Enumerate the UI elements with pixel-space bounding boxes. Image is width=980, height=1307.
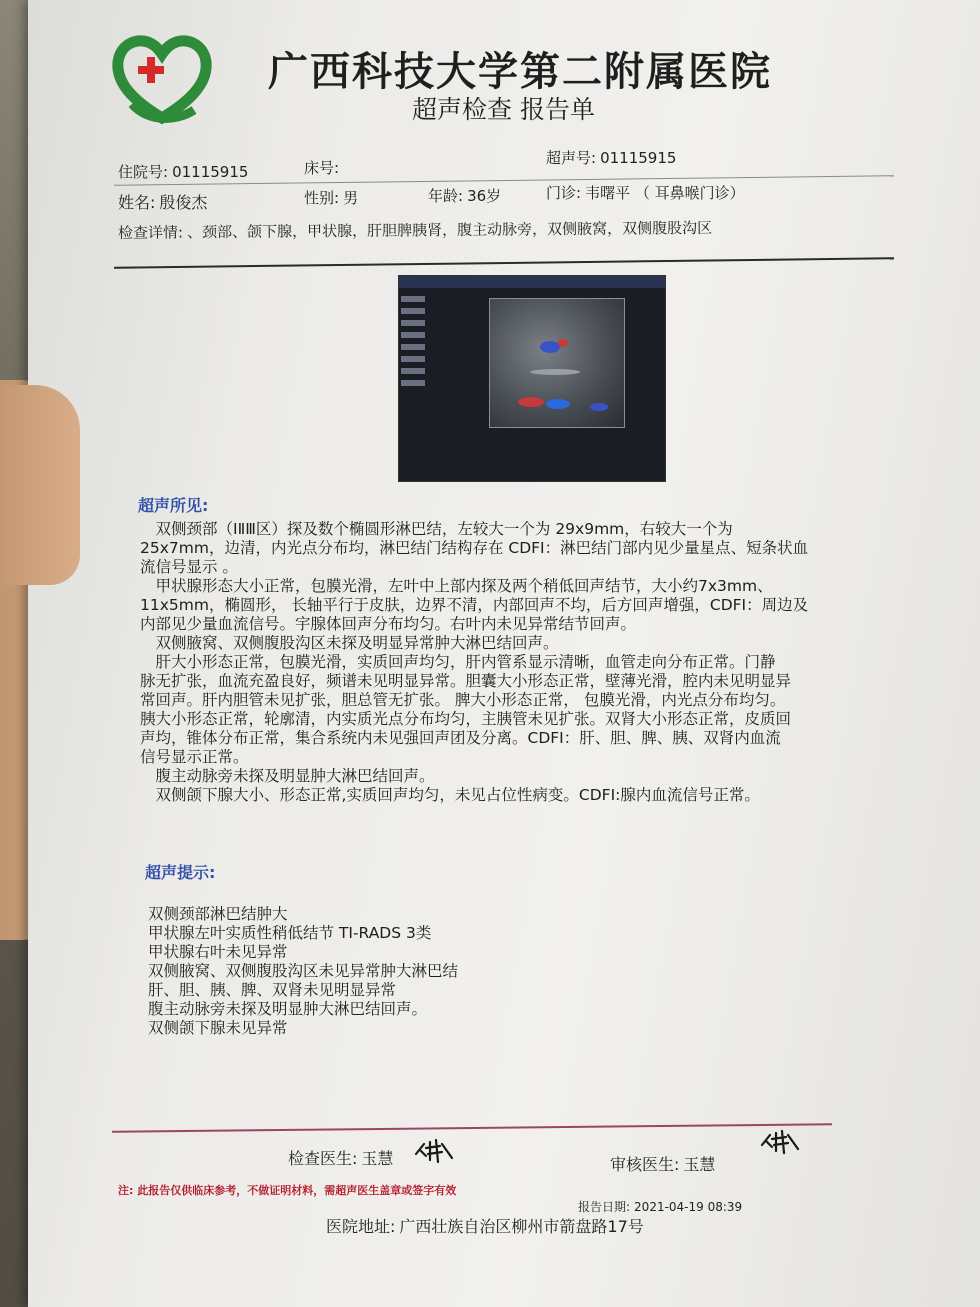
clinic-field [546, 182, 745, 203]
gender-field [304, 187, 358, 208]
admission-label: 住院号: [118, 163, 169, 181]
impression-line: 甲状腺左叶实质性稍低结节 TI-RADS 3类 [148, 924, 432, 942]
examiner-signature [412, 1136, 456, 1164]
impression-text [148, 905, 748, 1038]
ultrasound-image [398, 275, 666, 482]
findings-line: 25x7mm，边清，内光点分布均，淋巴结门结构存在 CDFI：淋巴结门部内见少量星点、短条状血 [140, 539, 809, 557]
bed-label: 床号: [304, 159, 340, 177]
reviewer-signature [758, 1127, 802, 1155]
address-label: 医院地址: [326, 1217, 396, 1236]
impression-title: 超声提示: [145, 863, 216, 882]
reviewer-label: 审核医生: [610, 1155, 680, 1174]
clinic-label: 门诊: [546, 184, 582, 202]
age-label: 年龄: [428, 187, 464, 205]
findings-line: 信号显示正常。 [140, 748, 249, 766]
examiner-value: 玉慧 [361, 1149, 394, 1168]
exam-label: 检查详情: [117, 223, 184, 242]
date-value: 2021-04-19 08:39 [634, 1200, 743, 1214]
findings-line: 肝大小形态正常，包膜光滑，实质回声均匀，肝内管系显示清晰，血管走向分布正常。门静 [140, 653, 776, 671]
reviewer-field [610, 1152, 715, 1175]
findings-line: 脉无扩张，血流充盈良好，频谱未见明显异常。胆囊大小形态正常，壁薄光滑，腔内未见明显异 [140, 672, 792, 690]
findings-line: 内部见少量血流信号。宇腺体回声分布均匀。右叶内未见异常结节回声。 [140, 615, 637, 633]
impression-line: 双侧腋窝、双侧腹股沟区未见异常肿大淋巴结 [148, 962, 459, 980]
hospital-address [326, 1214, 644, 1237]
hospital-name: 广西科技大学第二附属医院 [268, 49, 772, 95]
ultrasound-number-field [546, 147, 676, 168]
impression-line: 腹主动脉旁未探及明显肿大淋巴结回声。 [148, 1000, 428, 1018]
ultrasound-value: 01115915 [600, 149, 677, 167]
admission-number-field [118, 161, 248, 182]
impression-line: 双侧颈部淋巴结肿大 [148, 905, 288, 923]
name-field [118, 190, 207, 213]
name-label: 姓名: [118, 193, 156, 212]
findings-line: 流信号显示 。 [140, 558, 238, 576]
name-value: 殷俊杰 [159, 193, 208, 212]
impression-line: 甲状腺右叶未见异常 [148, 943, 288, 961]
date-label: 报告日期: [578, 1200, 631, 1214]
findings-line: 常回声。肝内胆管未见扩张，胆总管无扩张。 脾大小形态正常， 包膜光滑，内光点分布均匀。 [140, 691, 786, 709]
admission-value: 01115915 [172, 163, 249, 181]
report-title: 超声检查 报告单 [412, 95, 595, 124]
findings-title: 超声所见: [138, 496, 209, 515]
examiner-label: 检查医生: [288, 1149, 358, 1168]
address-value: 广西壮族自治区柳州市箭盘路17号 [399, 1217, 644, 1236]
examiner-field [288, 1146, 393, 1169]
exam-value: 、颈部、颌下腺，甲状腺，肝胆脾胰肾，腹主动脉旁，双侧腋窝，双侧腹股沟区 [186, 218, 713, 242]
reviewer-value: 玉慧 [683, 1155, 716, 1174]
gender-value: 男 [343, 189, 359, 207]
findings-line: 甲状腺形态大小正常，包膜光滑，左叶中上部内探及两个稍低回声结节，大小约7x3mm、 [140, 577, 773, 595]
ultrasound-label: 超声号: [546, 149, 597, 167]
findings-line: 11x5mm，椭圆形， 长轴平行于皮肤，边界不清，内部回声不均，后方回声增强，CDFI：周边及 [140, 596, 809, 614]
findings-line: 双侧颈部（ⅠⅡⅢ区）探及数个椭圆形淋巴结，左较大一个为 29x9mm，右较大一个为 [140, 520, 733, 538]
impression-line: 双侧颌下腺未见异常 [148, 1019, 288, 1037]
findings-line: 腹主动脉旁未探及明显肿大淋巴结回声。 [140, 767, 435, 785]
bed-number-field [304, 157, 343, 178]
gender-label: 性别: [304, 189, 340, 207]
hospital-logo-icon [112, 30, 212, 125]
clinic-value: 韦曙平 （ 耳鼻喉门诊） [585, 184, 745, 202]
age-field [428, 185, 501, 206]
report-date [578, 1198, 742, 1215]
disclaimer-note: 注: 此报告仅供临床参考，不做证明材料，需超声医生盖章或签字有效 [118, 1184, 457, 1197]
thumb [0, 385, 80, 585]
findings-line: 声均，锥体分布正常，集合系统内未见强回声团及分离。CDFI：肝、胆、脾、胰、双肾内血流 [140, 729, 781, 747]
findings-text [140, 520, 910, 805]
impression-line: 肝、胆、胰、脾、双肾未见明显异常 [148, 981, 397, 999]
findings-line: 双侧颌下腺大小、形态正常,实质回声均匀，未见占位性病变。CDFI:腺内血流信号正常。 [140, 786, 760, 804]
age-value: 36岁 [467, 187, 502, 205]
findings-line: 双侧腋窝、双侧腹股沟区未探及明显异常肿大淋巴结回声。 [140, 634, 559, 652]
findings-line: 胰大小形态正常，轮廓清，内实质光点分布均匀，主胰管未见扩张。双肾大小形态正常，皮质回 [140, 710, 792, 728]
